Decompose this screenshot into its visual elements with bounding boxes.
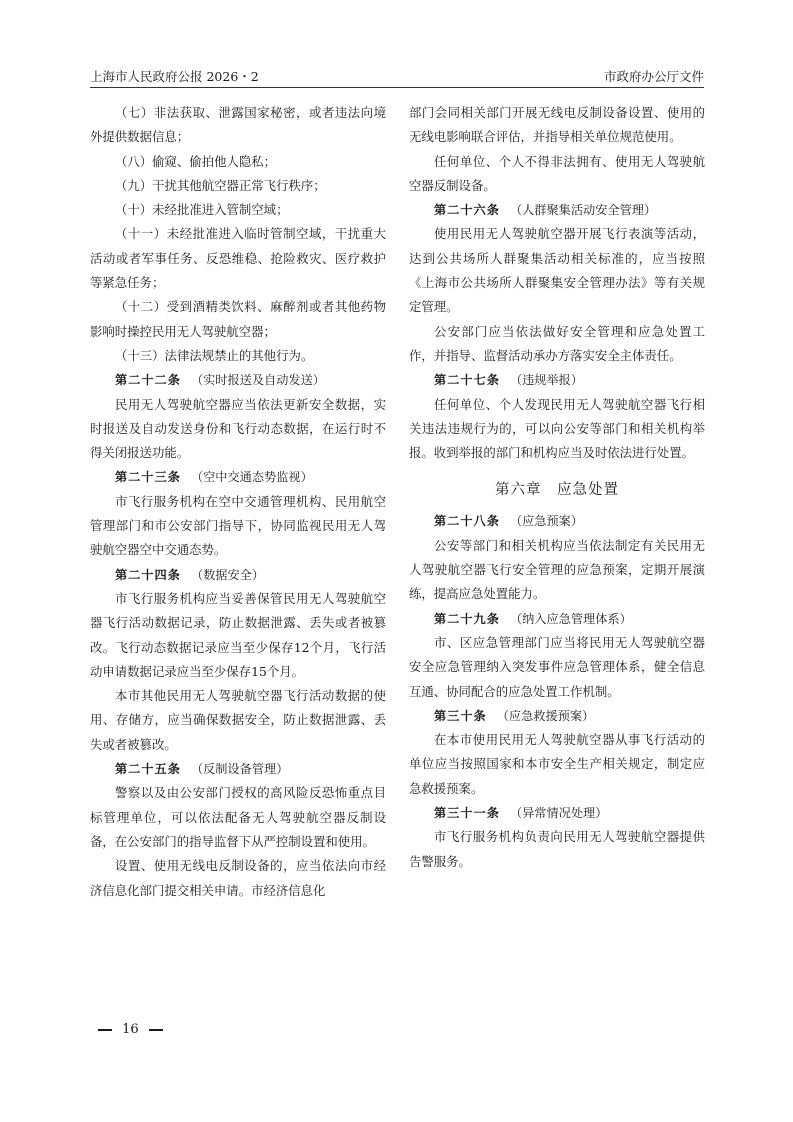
paragraph: 使用民用无人驾驶航空器开展飞行表演等活动，达到公共场所人群聚集活动相关标准的，应当按照《上海市公共场所人群聚集安全管理办法》等有关规定管理。 (409, 226, 705, 315)
paragraph: （九）干扰其他航空器正常飞行秩序； (115, 177, 326, 193)
article-heading (90, 465, 386, 489)
article-heading (409, 198, 705, 222)
left-column (90, 101, 386, 903)
footer-dash-right (149, 1029, 163, 1031)
paragraph: （十三）法律法规禁止的其他行为。 (115, 347, 314, 363)
paragraph: （十二）受到酒精类饮料、麻醉剂或者其他药物影响时操控民用无人驾驶航空器； (90, 299, 386, 339)
paragraph: 警察以及由公安部门授权的高风险反恐怖重点目标管理单位，可以依法配备无人驾驶航空器反制设备，在公安部门的指导监督下从严控制设置和使用。 (90, 785, 386, 849)
paragraph: （十）未经批准进入管制空域； (115, 202, 289, 218)
paragraph: （八）偷窥、偷拍他人隐私； (115, 153, 277, 169)
paragraph: 任何单位、个人发现民用无人驾驶航空器飞行相关违法违规行为的，可以向公安等部门和相关机构举报。收到举报的部门和机构应当及时依法进行处置。 (409, 396, 705, 461)
right-column (409, 101, 705, 874)
article-number: 第二十三条 (115, 470, 181, 485)
paragraph: 市飞行服务机构在空中交通管理机构、民用航空管理部门和市公安部门指导下，协同监视民用无人驾驶航空器空中交通态势。 (90, 493, 386, 558)
article-subtitle: （纳入应急管理体系） (509, 611, 632, 626)
article-subtitle: （数据安全） (190, 567, 265, 582)
article-number: 第三十一条 (434, 806, 500, 821)
paragraph: （七）非法获取、泄露国家秘密，或者违法向境外提供数据信息； (90, 105, 386, 145)
article-number: 第二十四条 (115, 567, 181, 582)
article-subtitle: （空中交通态势监视） (190, 470, 313, 485)
article-subtitle: （反制设备管理） (190, 762, 289, 777)
article-heading (90, 563, 386, 587)
article-heading (409, 509, 705, 533)
article-heading (409, 368, 705, 392)
paragraph: 民用无人驾驶航空器应当依法更新安全数据，实时报送及自动发送身份和飞行动态数据，在运行时不得关闭报送功能。 (90, 396, 386, 461)
article-subtitle: （实时报送及自动发送） (190, 373, 325, 388)
section-label: 市政府办公厅文件 (603, 69, 704, 84)
paragraph: 在本市使用民用无人驾驶航空器从事飞行活动的单位应当按照国家和本市安全生产相关规定，制定应急救援预案。 (409, 732, 705, 796)
article-number: 第二十七条 (434, 373, 500, 388)
page-number: 16 (122, 1022, 139, 1037)
article-number: 第二十九条 (434, 611, 500, 626)
gazette-title: 上海市人民政府公报 2026・2 (90, 69, 259, 84)
paragraph: 任何单位、个人不得非法拥有、使用无人驾驶航空器反制设备。 (409, 153, 705, 193)
paragraph: 市飞行服务机构负责向民用无人驾驶航空器提供告警服务。 (409, 829, 705, 869)
article-heading (90, 757, 386, 781)
page-header (90, 57, 704, 88)
footer-dash-left (98, 1029, 112, 1031)
paragraph: 市飞行服务机构应当妥善保管民用无人驾驶航空器飞行活动数据记录，防止数据泄露、丢失或者被篡改。飞行动态数据记录应当至少保存12个月，飞行活动申请数据记录应当至少保存15个月。 (90, 590, 386, 679)
article-heading (90, 368, 386, 392)
paragraph: 公安部门应当依法做好安全管理和应急处置工作，并指导、监督活动承办方落实安全主体责任。 (409, 323, 705, 363)
article-heading (409, 607, 705, 631)
article-subtitle: （人群聚集活动安全管理） (509, 203, 657, 218)
article-number: 第二十六条 (434, 203, 500, 218)
article-subtitle: （违规举报） (509, 373, 584, 388)
page-footer (92, 1022, 169, 1037)
paragraph: 市、区应急管理部门应当将民用无人驾驶航空器安全应急管理纳入突发事件应急管理体系，健全信息互通、协同配合的应急处置工作机制。 (409, 634, 705, 699)
paragraph: 设置、使用无线电反制设备的，应当依法向市经济信息化部门提交相关申请。市经济信息化 (90, 858, 386, 898)
article-number: 第二十八条 (434, 514, 500, 529)
paragraph: 本市其他民用无人驾驶航空器飞行活动数据的使用、存储方，应当确保数据安全，防止数据泄露、丢失或者被篡改。 (90, 688, 386, 752)
article-number: 第三十条 (434, 708, 487, 723)
article-subtitle: （应急预案） (509, 514, 584, 529)
article-number: 第二十二条 (115, 373, 181, 388)
article-heading (409, 801, 705, 825)
chapter-heading: 第六章 应急处置 (495, 482, 619, 499)
article-subtitle: （异常情况处理） (509, 806, 608, 821)
article-heading (409, 704, 705, 728)
paragraph: （十一）未经批准进入临时管制空域，干扰重大活动或者军事任务、反恐维稳、抢险救灾、医疗救护等紧急任务； (90, 226, 386, 291)
article-number: 第二十五条 (115, 762, 181, 777)
article-subtitle: （应急救援预案） (496, 708, 595, 723)
paragraph: 部门会同相关部门开展无线电反制设备设置、使用的无线电影响联合评估，并指导相关单位规范使用。 (409, 105, 705, 145)
paragraph: 公安等部门和相关机构应当依法制定有关民用无人驾驶航空器飞行安全管理的应急预案，定期开展演练，提高应急处置能力。 (409, 537, 705, 602)
